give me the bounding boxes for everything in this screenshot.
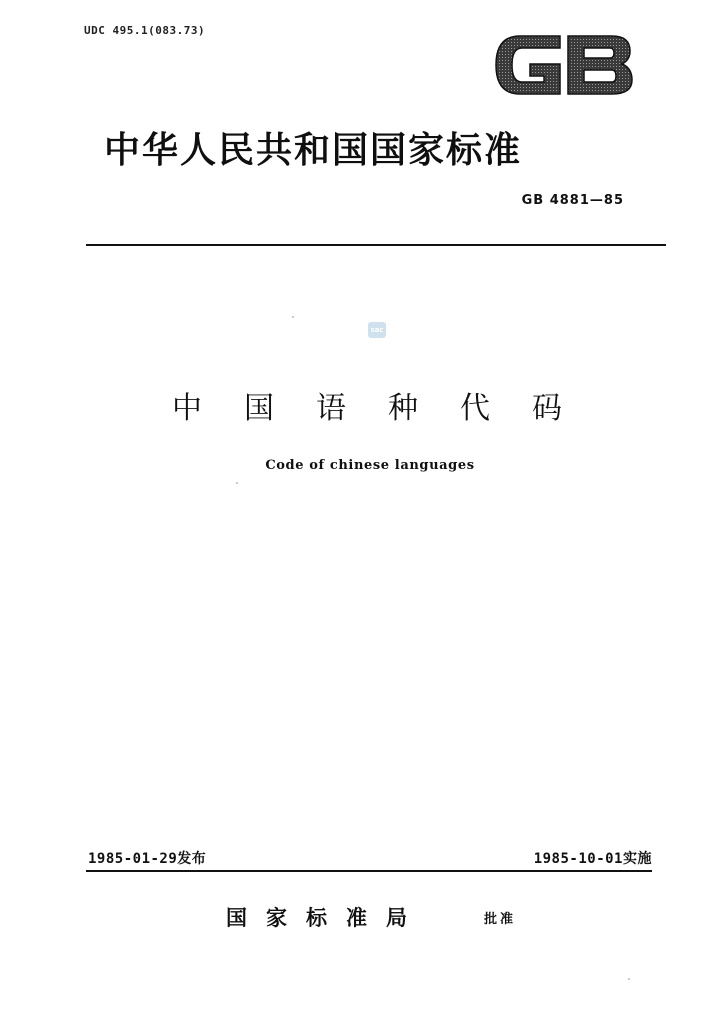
gb-standard-logo-icon [490,30,638,100]
standard-number: GB 4881—85 [521,193,624,208]
document-title-en: Code of chinese languages [265,458,475,473]
document-title-cn: 中国语种代码 [172,391,604,426]
scan-speck [236,482,238,484]
approving-authority: 国家标准局 [226,905,426,930]
issuer-title: 中华人民共和国国家标准 [104,130,523,171]
watermark-badge: sac [368,322,386,338]
bottom-divider [86,870,652,872]
effective-date: 1985-10-01实施 [533,851,652,867]
udc-code: UDC 495.1(083.73) [84,24,206,37]
issue-date: 1985-01-29发布 [88,851,207,867]
scan-speck [628,978,630,980]
approval-label: 批准 [484,912,517,927]
top-divider [86,244,666,246]
scan-speck [292,316,294,318]
